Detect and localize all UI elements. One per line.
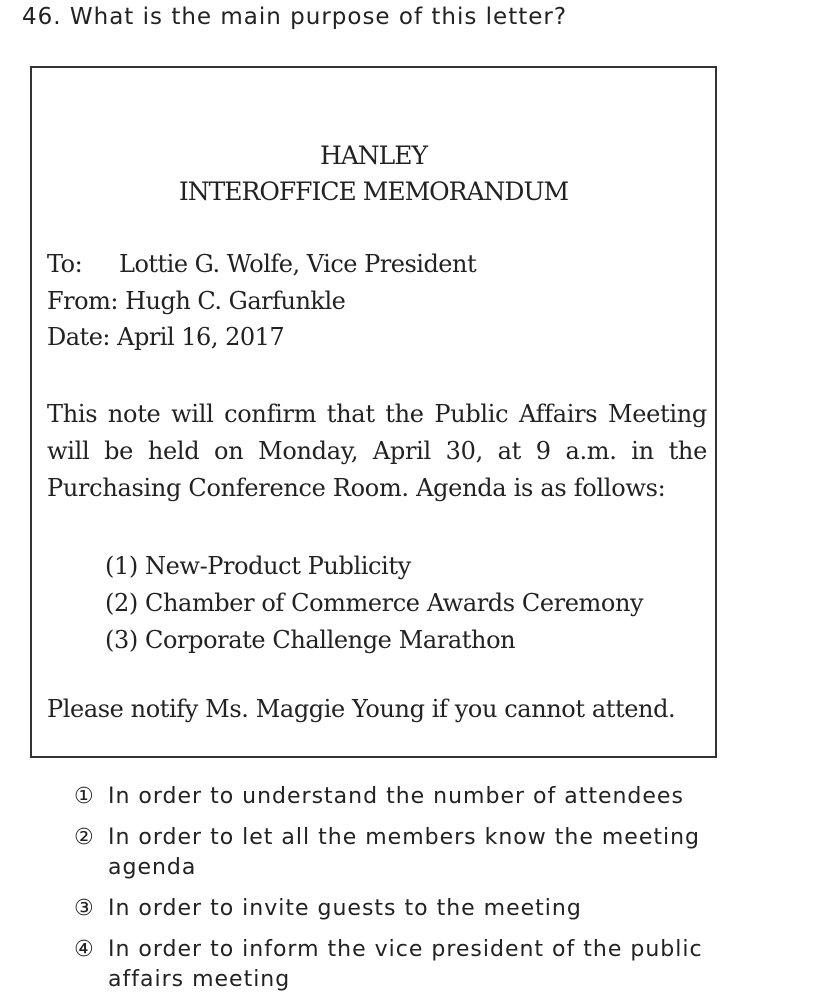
memo-company-name: HANLEY bbox=[319, 141, 428, 170]
memo-type-title: INTEROFFICE MEMORANDUM bbox=[178, 177, 569, 206]
agenda-item: (2) Chamber of Commerce Awards Ceremony bbox=[105, 589, 644, 617]
option-text: In order to invite guests to the meeting bbox=[108, 896, 582, 921]
answer-options bbox=[74, 782, 734, 1006]
memo-body-paragraph: This note will confirm that the Public Affairs Meeting will be held on Monday, April 30, at 9 a.m. in the Purchasing Conference Room. Agenda is as follows: bbox=[47, 400, 707, 502]
agenda-item: (3) Corporate Challenge Marathon bbox=[105, 626, 516, 654]
memo-date-value: April 16, 2017 bbox=[117, 323, 285, 351]
option-marker: ② bbox=[74, 825, 95, 850]
option-text: In order to let all the members know the meeting agenda bbox=[108, 825, 700, 880]
memo-date-line bbox=[47, 323, 284, 351]
question-text: 46. What is the main purpose of this letter? bbox=[22, 4, 568, 30]
answer-option-4[interactable] bbox=[74, 935, 734, 995]
option-marker: ③ bbox=[74, 896, 95, 921]
memo-box bbox=[30, 66, 717, 758]
memo-from-label: From: bbox=[47, 287, 118, 315]
memo-agenda-list bbox=[105, 548, 643, 659]
memo-to-label: To: bbox=[47, 250, 83, 278]
memo-to-line bbox=[47, 250, 476, 278]
memo-to-value: Lottie G. Wolfe, Vice President bbox=[119, 250, 477, 278]
option-marker: ④ bbox=[74, 937, 95, 962]
memo-date-label: Date: bbox=[47, 323, 110, 351]
memo-from-value: Hugh C. Garfunkle bbox=[125, 287, 346, 315]
answer-option-2[interactable] bbox=[74, 823, 734, 883]
answer-option-3[interactable] bbox=[74, 894, 734, 924]
memo-closing: Please notify Ms. Maggie Young if you cannot attend. bbox=[47, 695, 676, 723]
option-marker: ① bbox=[74, 784, 95, 809]
memo-from-line bbox=[47, 287, 345, 315]
option-text: In order to inform the vice president of the public affairs meeting bbox=[108, 937, 703, 992]
answer-option-1[interactable] bbox=[74, 782, 734, 812]
agenda-item: (1) New-Product Publicity bbox=[105, 552, 411, 580]
option-text: In order to understand the number of attendees bbox=[108, 784, 684, 809]
